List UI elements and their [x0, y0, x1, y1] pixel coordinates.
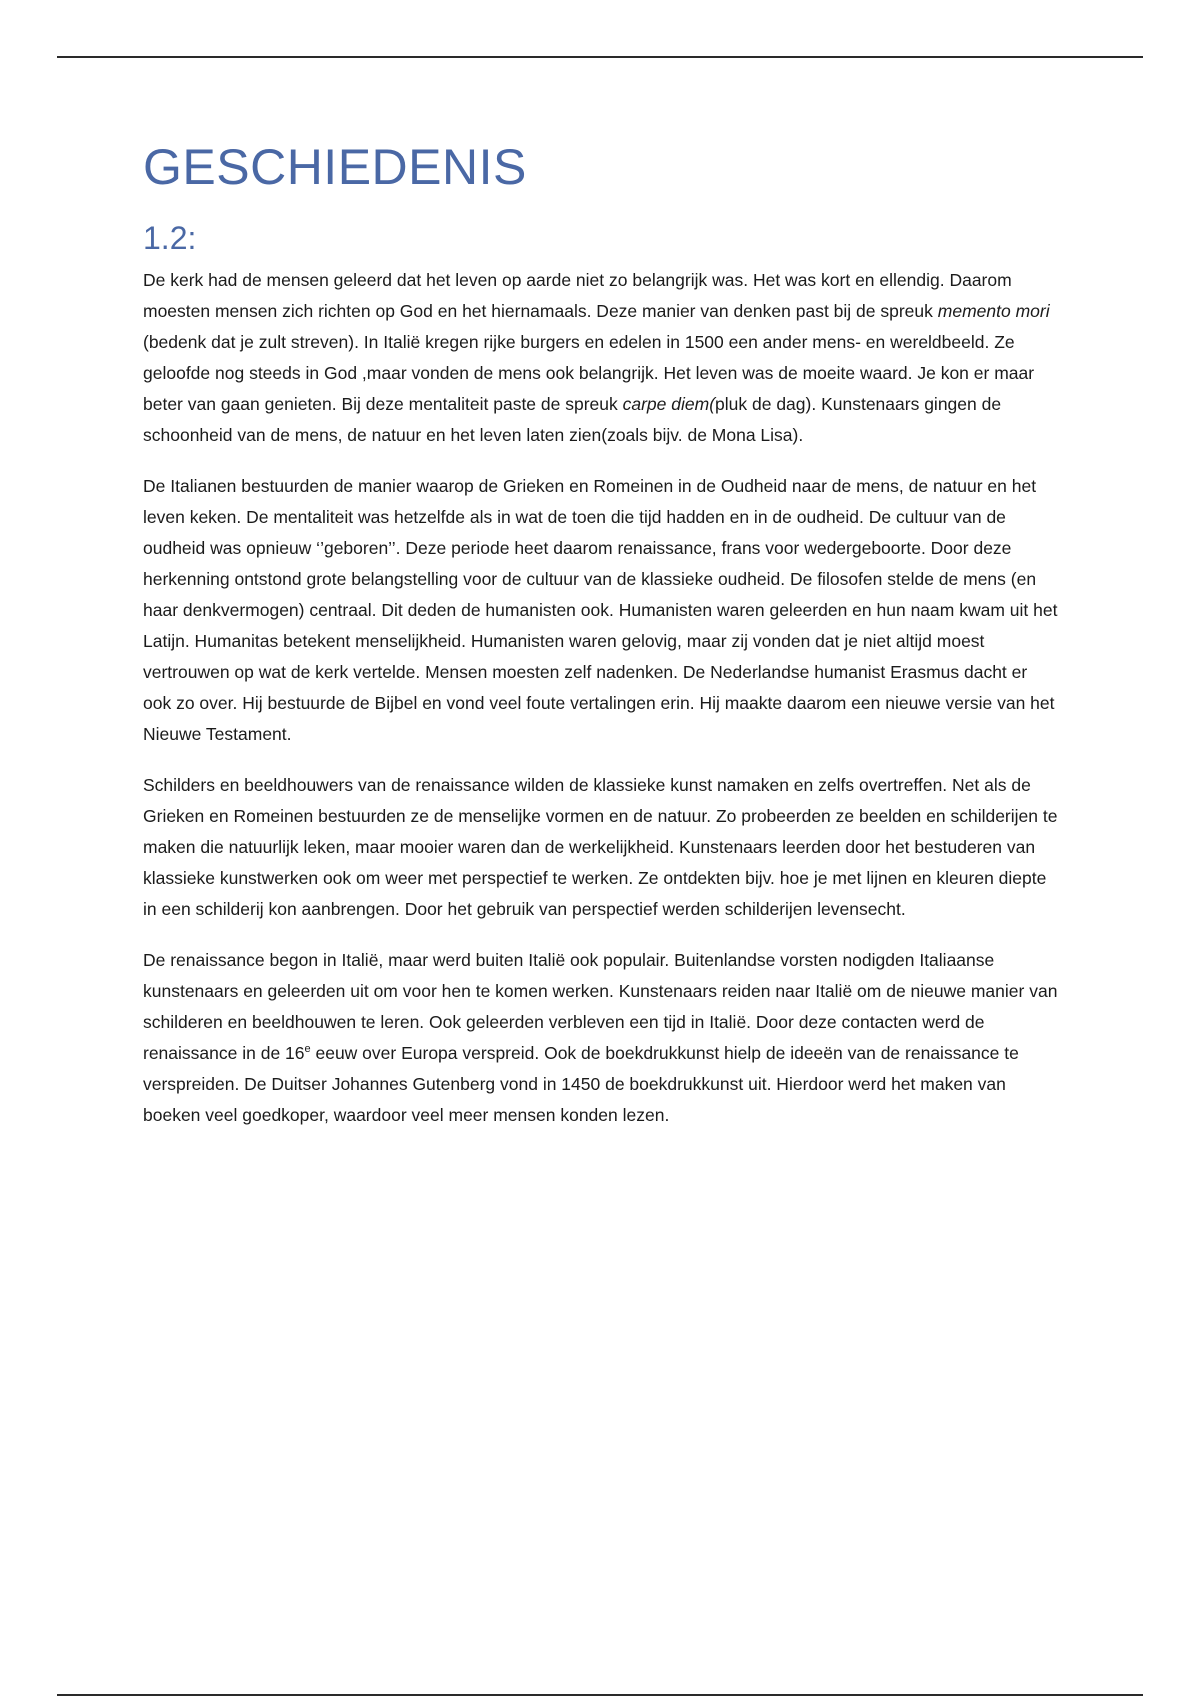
page-bottom-rule: [57, 1694, 1143, 1696]
page-top-rule: [57, 56, 1143, 58]
section-heading: 1.2:: [143, 220, 197, 256]
text-run: De Italianen bestuurden de manier waarop de Grieken en Romeinen in de Oudheid naar de mens, de natuur en het leven keken. De mentaliteit was hetzelfde als in wat de toen die tijd hadden en in de oudheid. De cultuur van de oudheid was opnieuw ‘’geboren’’. Deze periode heet daarom renaissance, frans voor wedergeboorte. Door deze herkenning ontstond grote belangstelling voor de cultuur van de klassieke oudheid. De filosofen stelde de mens (en haar denkvermogen) centraal. Dit deden de humanisten ook. Humanisten waren geleerden en hun naam kwam uit het Latijn. Humanitas betekent menselijkheid. Humanisten waren gelovig, maar zij vonden dat je niet altijd moest vertrouwen op wat de kerk vertelde. Mensen moesten zelf nadenken. De Nederlandse humanist Erasmus dacht er ook zo over. Hij bestuurde de Bijbel en vond veel foute vertalingen erin. Hij maakte daarom een nieuwe versie van het Nieuwe Testament.: [143, 476, 1058, 745]
text-run: pluk de dag). Kunstenaars gingen de schoonheid van de mens, de natuur en het leven laten zien(zoals bijv. de Mona Lisa).: [143, 394, 1002, 446]
paragraph-2: [143, 471, 1058, 750]
text-run: Schilders en beeldhouwers van de renaissance wilden de klassieke kunst namaken en zelfs overtreffen. Net als de Grieken en Romeinen bestuurden ze de menselijke vormen en de natuur. Zo probeerden ze beelden en schilderijen te maken die natuurlijk leken, maar mooier waren dan de werkelijkheid. Kunstenaars leerden door het bestuderen van klassieke kunstwerken ook om weer met perspectief te werken. Ze ontdekten bijv. hoe je met lijnen en kleuren diepte in een schilderij kon aanbrengen. Door het gebruik van perspectief werden schilderijen levensecht.: [143, 775, 1058, 920]
paragraph-1: [143, 265, 1058, 451]
paragraph-4: [143, 945, 1058, 1131]
italic-phrase-carpe-diem: carpe diem(: [622, 394, 716, 415]
paragraph-3: [143, 770, 1058, 925]
document-title: GESCHIEDENIS: [143, 139, 527, 195]
italic-phrase-memento-mori: memento mori: [937, 301, 1050, 322]
document-body: [143, 140, 1058, 1151]
ordinal-superscript: e: [304, 1042, 311, 1055]
text-run: De renaissance begon in Italië, maar werd buiten Italië ook populair. Buitenlandse vorsten nodigden Italiaanse kunstenaars en geleerden uit om voor hen te komen werken. Kunstenaars reiden naar Italië om de nieuwe manier van schilderen en beeldhouwen te leren. Ook geleerden verbleven een tijd in Italië. Door deze contacten werd de renaissance in de 16: [143, 950, 1058, 1064]
text-run: De kerk had de mensen geleerd dat het leven op aarde niet zo belangrijk was. Het was kort en ellendig. Daarom moesten mensen zich richten op God en het hiernamaals. Deze manier van denken past bij de spreuk: [143, 270, 1012, 322]
text-run: eeuw over Europa verspreid. Ook de boekdrukkunst hielp de ideeën van de renaissance te verspreiden. De Duitser Johannes Gutenberg vond in 1450 de boekdrukkunst uit. Hierdoor werd het maken van boeken veel goedkoper, waardoor veel meer mensen konden lezen.: [143, 1043, 1019, 1126]
text-run: (bedenk dat je zult streven). In Italië kregen rijke burgers en edelen in 1500 een ander mens- en wereldbeeld. Ze geloofde nog steeds in God ,maar vonden de mens ook belangrijk. Het leven was de moeite waard. Je kon er maar beter van gaan genieten. Bij deze mentaliteit paste de spreuk: [143, 332, 1035, 415]
